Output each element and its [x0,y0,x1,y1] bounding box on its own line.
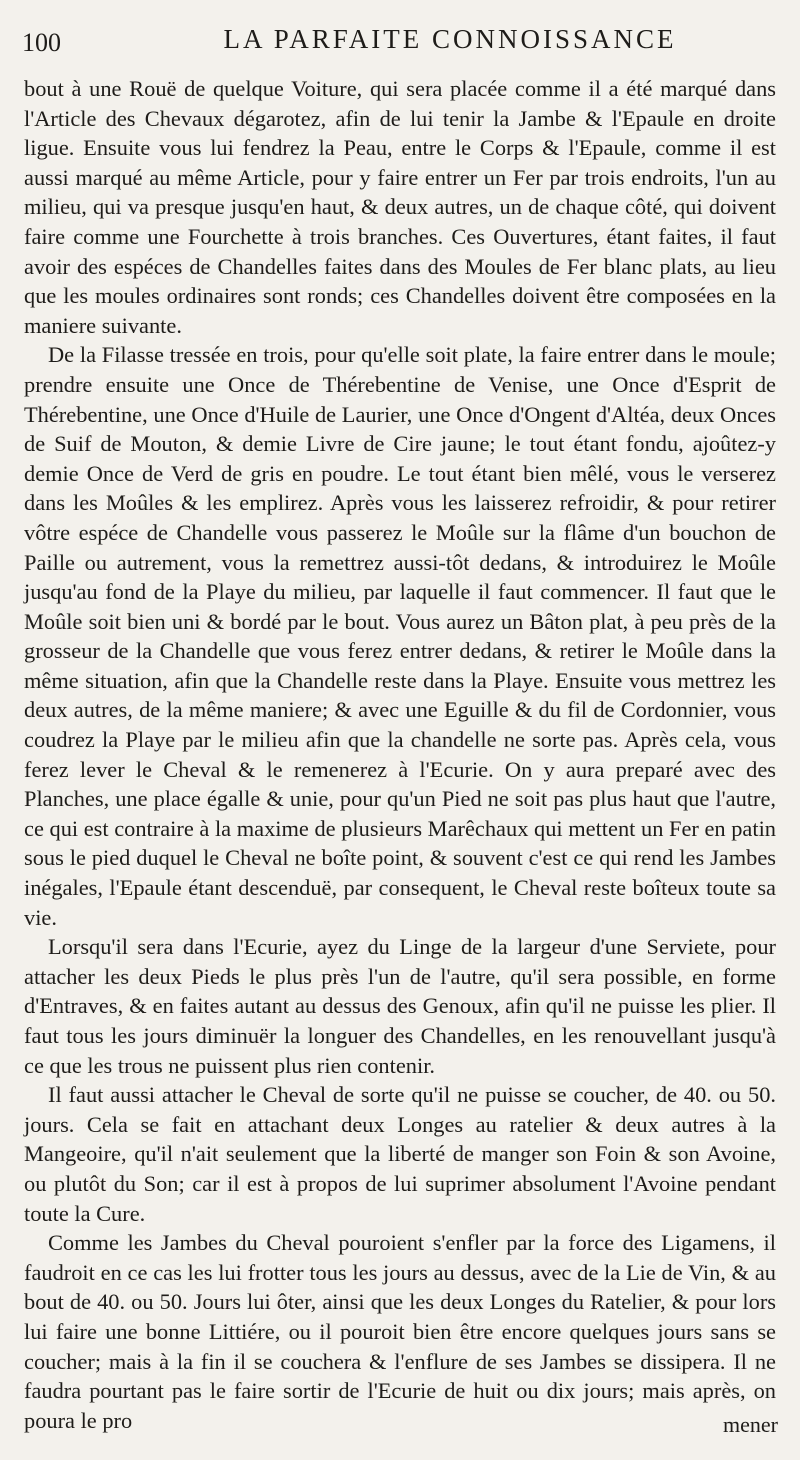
catchword: mener [723,1412,778,1437]
paragraph: De la Filasse tressée en trois, pour qu'elle soit plate, la faire entrer dans le moule; prendre ensuite une Once de Thérebentine de Venise, une Once d'Esprit de Thérebentine, une Once d'Huile de Laurier, une Once d'Ongent d'Altéa, deux Onces de Suif de Mouton, & demie Livre de Cire jaune; le tout étant fondu, ajoûtez-y demie Once de Verd de gris en poudre. Le tout étant bien mêlé, vous le verserez dans les Moûles & les emplirez. Après vous les laisserez refroidir, & pour retirer vôtre espéce de Chandelle vous passerez le Moûle sur la flâme d'un bouchon de Paille ou autrement, vous la remettrez aussi-tôt dedans, & introduirez le Moûle jusqu'au fond de la Playe du milieu, par laquelle il faut commencer. Il faut que le Moûle soit bien uni & bordé par le bout. Vous aurez un Bâton plat, à peu près de la grosseur de la Chandelle que vous ferez entrer dedans, & retirer le Moûle dans la même situation, afin que la Chandelle reste dans la Playe. Ensuite vous mettrez les deux autres, de la même maniere; & avec une Eguille & du fil de Cordonnier, vous coudrez la Playe par le milieu afin que la chandelle ne sorte pas. Après cela, vous ferez lever le Cheval & le remenerez à l'Ecurie. On y aura preparé avec des Planches, une place égalle & unie, pour qu'un Pied ne soit pas plus haut que l'autre, ce qui est contraire à la maxime de plusieurs Marêchaux qui mettent un Fer en patin sous le pied duquel le Cheval ne boîte point, & souvent c'est ce qui rend les Jambes inégales, l'Epaule étant descenduë, par consequent, le Cheval reste boîteux toute sa vie. [24,342,776,930]
paragraph: Comme les Jambes du Cheval pouroient s'enfler par la force des Ligamens, il faudroit en ce cas les lui frotter tous les jours au dessus, avec de la Lie de Vin, & au bout de 40. ou 50. Jours lui ôter, ainsi que les deux Longes du Ratelier, & pour lors lui faire une bonne Littiére, ou il pouroit bien être encore quelques jours sans se coucher; mais à la fin il se couchera & l'enflure de ses Jambes se dissipera. Il ne faudra pourtant pas le faire sortir de l'Ecurie de huit ou dix jours; mais après, on poura le pro [24,1230,776,1433]
paragraph: bout à une Rouë de quelque Voiture, qui sera placée comme il a été marqué dans l'Article des Chevaux dégarotez, afin de lui tenir la Jambe & l'Epaule en droite ligue. Ensuite vous lui fendrez la Peau, entre le Corps & l'Epaule, comme il est aussi marqué au même Article, pour y faire entrer un Fer par trois endroits, l'un au milieu, qui va presque jusqu'en haut, & deux autres, un de chaque côté, qui doivent faire comme une Fourchette à trois branches. Ces Ouvertures, étant faites, il faut avoir des espéces de Chandelles faites dans des Moules de Fer blanc plats, au lieu que les moules ordinaires sont ronds; ces Chandelles doivent être composées en la maniere suivante. [24,76,776,338]
paragraph: Il faut aussi attacher le Cheval de sorte qu'il ne puisse se coucher, de 40. ou 50. jours. Cela se fait en attachant deux Longes au ratelier & deux autres à la Mangeoire, qu'il n'ait seulement que la liberté de manger son Foin & son Avoine, ou plutôt du Son; car il est à propos de lui suprimer absolument l'Avoine pendant toute la Cure. [24,1082,776,1226]
page-number: 100 [22,28,61,57]
running-title: LA PARFAITE CONNOISSANCE [223,24,677,54]
paragraph: Lorsqu'il sera dans l'Ecurie, ayez du Linge de la largeur d'une Serviete, pour attacher les deux Pieds le plus près l'un de l'autre, qu'il sera possible, en forme d'Entraves, & en faites autant au dessus des Genoux, afin qu'il ne puisse les plier. Il faut tous les jours diminuër la longuer des Chandelles, en les renouvellant jusqu'à ce que les trous ne puissent plus rien contenir. [24,934,776,1078]
page-body [24,74,776,1435]
page-header [22,14,778,66]
